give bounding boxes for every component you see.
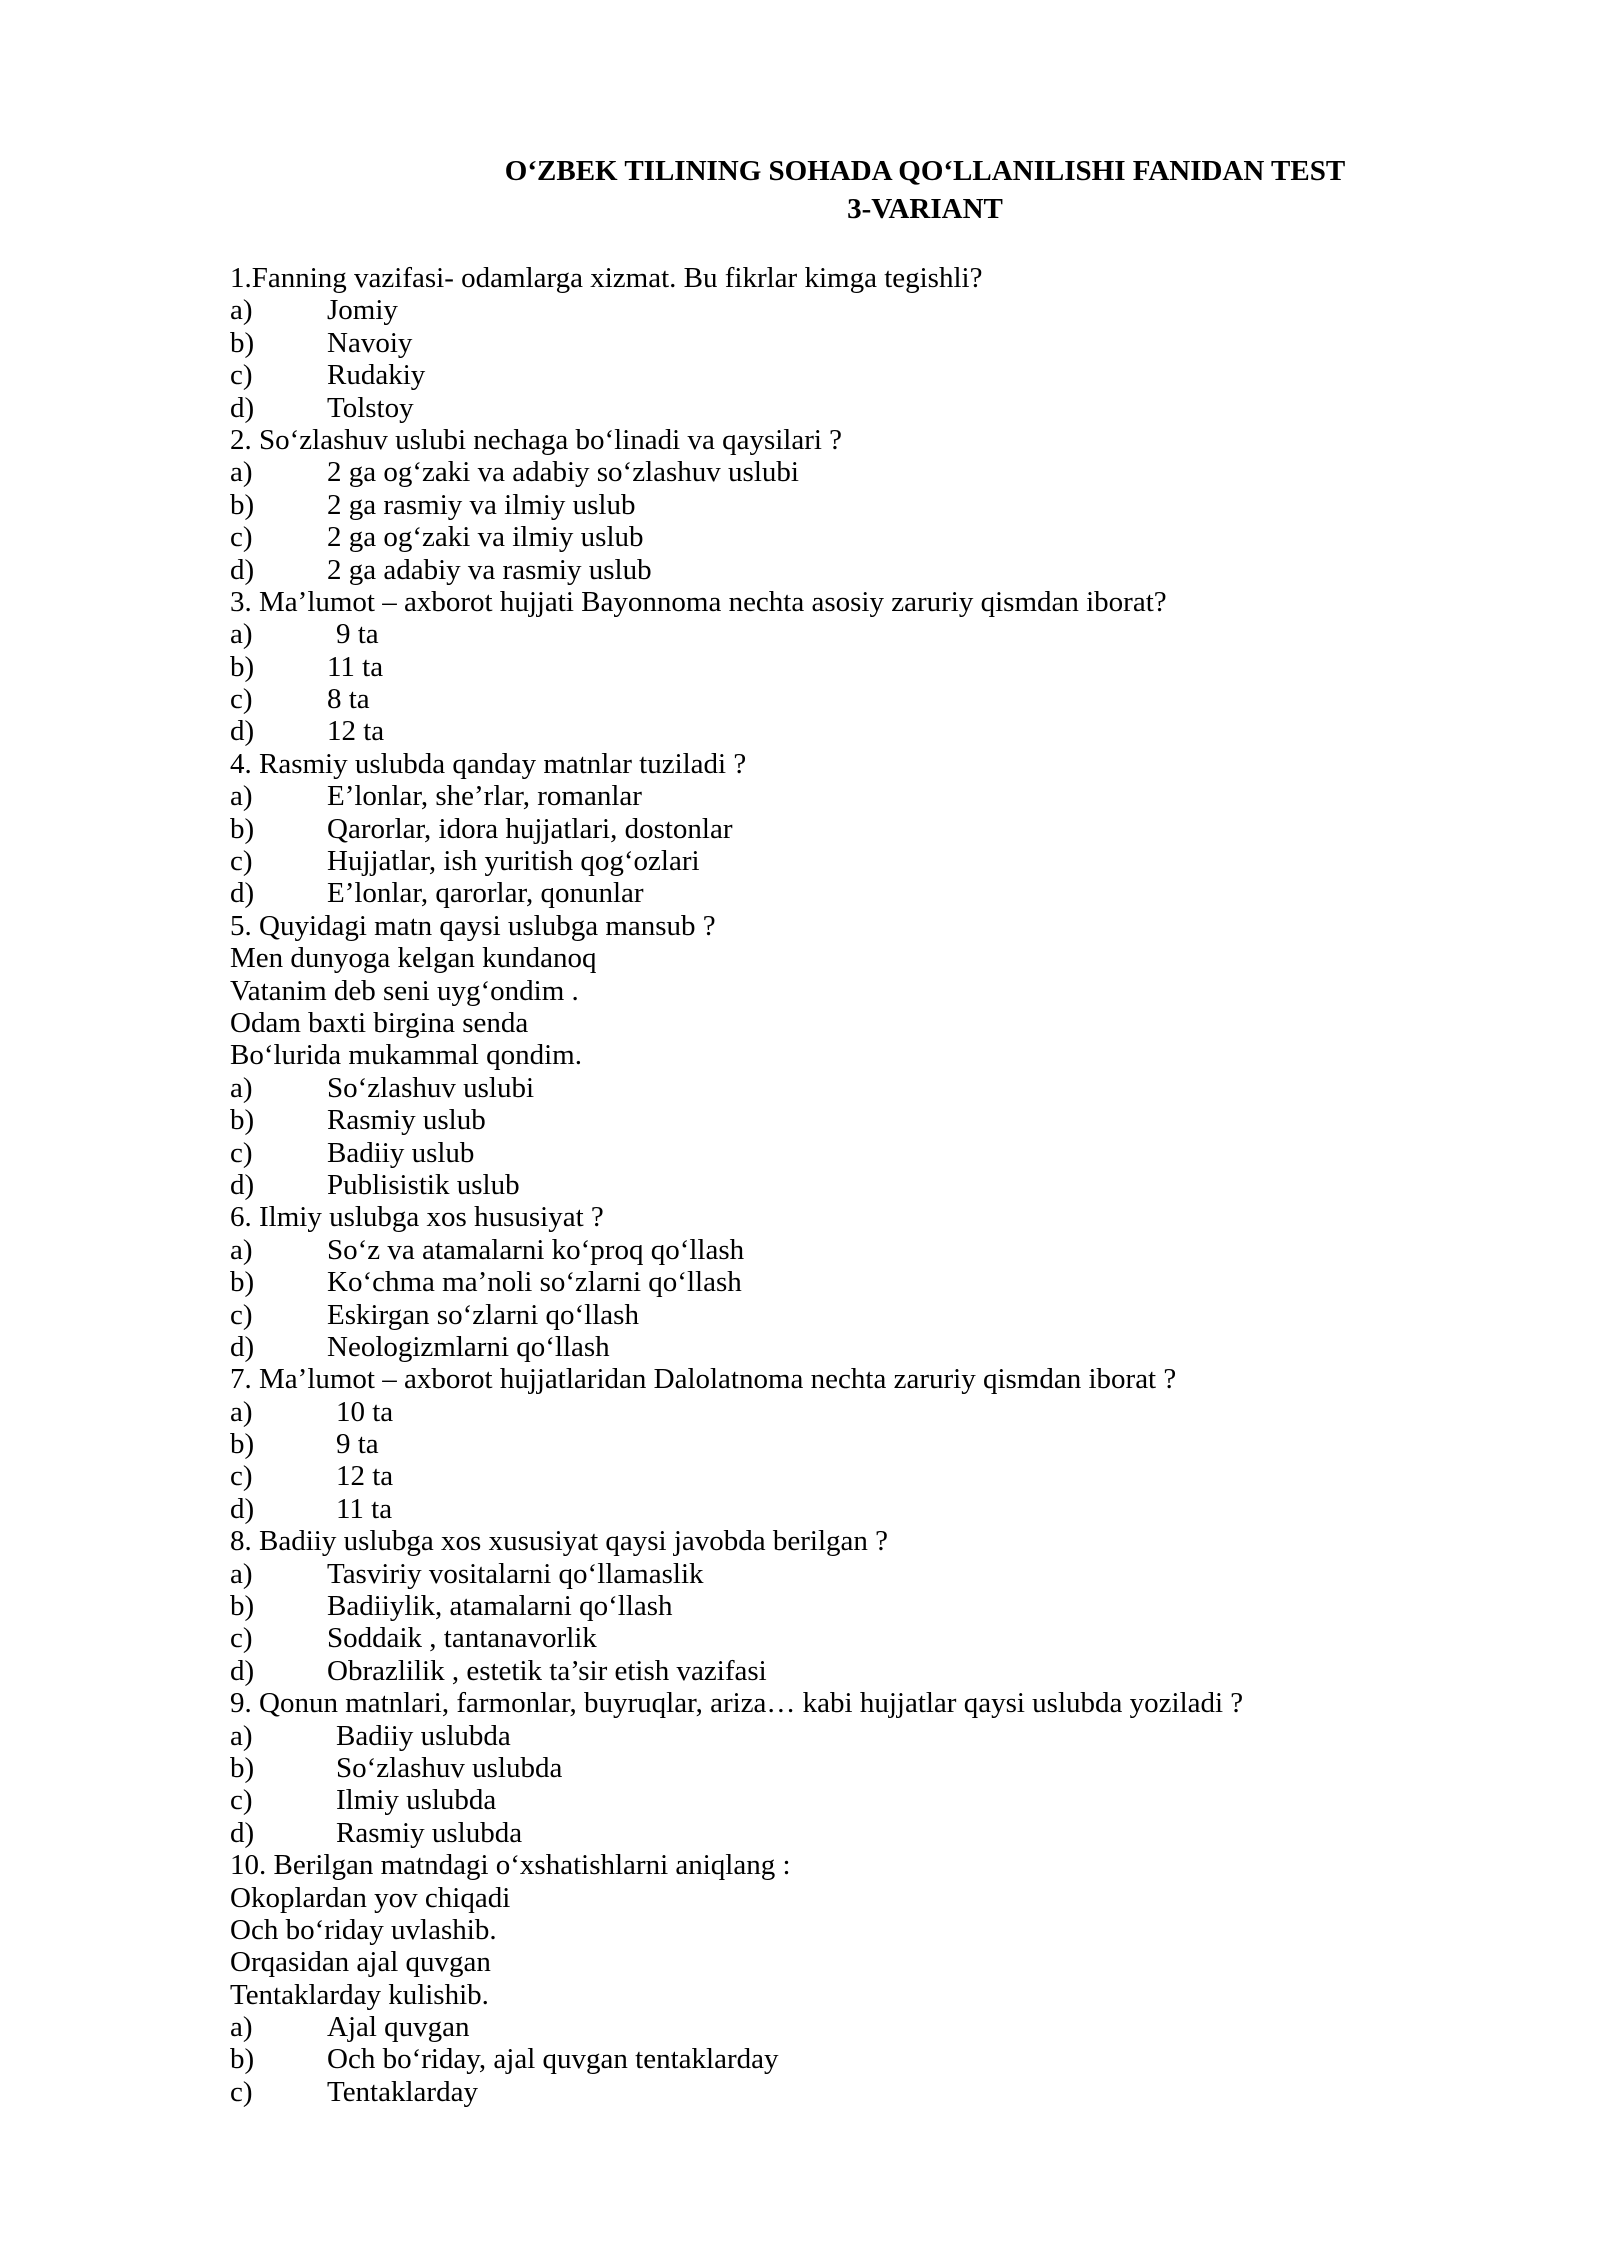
option-letter: d): [230, 1168, 255, 1201]
question-block: [230, 586, 1530, 748]
option-letter: a): [230, 1395, 253, 1428]
option-letter: c): [230, 521, 253, 554]
option-letter: d): [230, 877, 255, 910]
option-letter: b): [230, 650, 255, 683]
option-letter: c): [230, 1298, 253, 1331]
option-letter: a): [230, 618, 253, 651]
option-text: Jomiy: [327, 294, 398, 327]
option-text: 2 ga adabiy va rasmiy uslub: [327, 553, 652, 586]
option-text: Hujjatlar, ish yuritish qog‘ozlari: [327, 845, 700, 878]
answer-option: [230, 1331, 1530, 1363]
option-text: Badiiy uslubda: [336, 1719, 511, 1752]
poem-line: Men dunyoga kelgan kundanoq: [230, 942, 597, 975]
option-letter: d): [230, 1654, 255, 1687]
answer-option: [230, 327, 1530, 359]
question-block: [230, 262, 1530, 424]
option-letter: a): [230, 456, 253, 489]
option-text: 12 ta: [327, 715, 385, 748]
option-letter: b): [230, 1590, 255, 1623]
option-text: Qarorlar, idora hujjatlari, dostonlar: [327, 812, 733, 845]
option-text: 12 ta: [336, 1460, 394, 1493]
question-text: 10. Berilgan matndagi o‘xshatishlarni aniqlang :: [230, 1849, 791, 1882]
option-text: Eskirgan so‘zlarni qo‘llash: [327, 1298, 639, 1331]
answer-option: [230, 813, 1530, 845]
answer-option: [230, 1720, 1530, 1752]
answer-option: [230, 1784, 1530, 1816]
option-letter: a): [230, 1233, 253, 1266]
answer-option: [230, 1104, 1530, 1136]
option-letter: c): [230, 359, 253, 392]
answer-option: [230, 489, 1530, 521]
answer-option: [230, 1460, 1530, 1492]
question-block: [230, 1363, 1530, 1525]
option-text: So‘zlashuv uslubda: [336, 1751, 563, 1784]
answer-option: [230, 1266, 1530, 1298]
option-text: Publisistik uslub: [327, 1168, 520, 1201]
option-text: 2 ga rasmiy va ilmiy uslub: [327, 488, 636, 521]
option-letter: d): [230, 1330, 255, 1363]
option-text: So‘z va atamalarni ko‘proq qo‘llash: [327, 1233, 745, 1266]
option-letter: d): [230, 391, 255, 424]
poem-line: Bo‘lurida mukammal qondim.: [230, 1039, 582, 1072]
option-letter: b): [230, 1266, 255, 1299]
poem-line: Och bo‘riday uvlashib.: [230, 1913, 497, 1946]
answer-option: [230, 1137, 1530, 1169]
option-text: Tolstoy: [327, 391, 414, 424]
poem-line: Tentaklarday kulishib.: [230, 1978, 489, 2011]
option-letter: c): [230, 1460, 253, 1493]
option-letter: a): [230, 294, 253, 327]
option-text: Ko‘chma ma’noli so‘zlarni qo‘llash: [327, 1266, 742, 1299]
answer-option: [230, 392, 1530, 424]
option-letter: c): [230, 1136, 253, 1169]
option-letter: b): [230, 488, 255, 521]
answer-option: [230, 294, 1530, 326]
option-letter: c): [230, 1784, 253, 1817]
option-text: 2 ga og‘zaki va adabiy so‘zlashuv uslubi: [327, 456, 799, 489]
poem-line: Odam baxti birgina senda: [230, 1006, 529, 1039]
option-text: 10 ta: [336, 1395, 394, 1428]
option-letter: c): [230, 2075, 253, 2108]
answer-option: [230, 715, 1530, 747]
option-letter: b): [230, 2043, 255, 2076]
option-text: E’lonlar, she’rlar, romanlar: [327, 780, 642, 813]
option-text: Tasviriy vositalarni qo‘llamaslik: [327, 1557, 704, 1590]
question-text: 3. Ma’lumot – axborot hujjati Bayonnoma nechta asosiy zaruriy qismdan iborat?: [230, 585, 1167, 618]
answer-option: [230, 780, 1530, 812]
answer-option: [230, 1622, 1530, 1654]
answer-option: [230, 2043, 1530, 2075]
option-text: 9 ta: [336, 1428, 379, 1461]
answer-option: [230, 651, 1530, 683]
answer-option: [230, 683, 1530, 715]
test-questions: [230, 262, 1530, 2108]
answer-option: [230, 521, 1530, 553]
answer-option: [230, 2011, 1530, 2043]
option-letter: b): [230, 812, 255, 845]
answer-option: [230, 618, 1530, 650]
option-text: 8 ta: [327, 683, 370, 716]
option-text: 11 ta: [327, 650, 384, 683]
option-text: Och bo‘riday, ajal quvgan tentaklarday: [327, 2043, 779, 2076]
poem-line: Orqasidan ajal quvgan: [230, 1946, 491, 1979]
answer-option: [230, 1234, 1530, 1266]
answer-option: [230, 1299, 1530, 1331]
option-letter: d): [230, 1492, 255, 1525]
question-text: 9. Qonun matnlari, farmonlar, buyruqlar, ariza… kabi hujjatlar qaysi uslubda yoziladi ?: [230, 1687, 1244, 1720]
option-letter: b): [230, 1104, 255, 1137]
question-block: [230, 748, 1530, 910]
answer-option: [230, 1428, 1530, 1460]
option-text: Badiiylik, atamalarni qo‘llash: [327, 1590, 673, 1623]
option-text: Ajal quvgan: [327, 2011, 470, 2044]
option-letter: a): [230, 2011, 253, 2044]
question-block: [230, 910, 1530, 1202]
question-block: [230, 1687, 1530, 1849]
question-block: [230, 1201, 1530, 1363]
option-letter: a): [230, 1719, 253, 1752]
option-letter: a): [230, 780, 253, 813]
answer-option: [230, 1590, 1530, 1622]
option-letter: b): [230, 1428, 255, 1461]
document-title: O‘ZBEK TILINING SOHADA QO‘LLANILISHI FANIDAN TEST: [504, 155, 1346, 187]
option-letter: d): [230, 1816, 255, 1849]
option-text: Soddaik , tantanavorlik: [327, 1622, 597, 1655]
option-letter: a): [230, 1557, 253, 1590]
answer-option: [230, 359, 1530, 391]
option-letter: c): [230, 1622, 253, 1655]
option-text: Rudakiy: [327, 359, 426, 392]
option-text: So‘zlashuv uslubi: [327, 1071, 535, 1104]
answer-option: [230, 1655, 1530, 1687]
question-block: [230, 1849, 1530, 2108]
answer-option: [230, 845, 1530, 877]
answer-option: [230, 1493, 1530, 1525]
option-text: Ilmiy uslubda: [336, 1784, 497, 1817]
answer-option: [230, 877, 1530, 909]
answer-option: [230, 1558, 1530, 1590]
option-letter: c): [230, 845, 253, 878]
question-text: 4. Rasmiy uslubda qanday matnlar tuziladi ?: [230, 747, 747, 780]
option-text: 9 ta: [336, 618, 379, 651]
question-block: [230, 1525, 1530, 1687]
question-block: [230, 424, 1530, 586]
answer-option: [230, 1396, 1530, 1428]
option-letter: d): [230, 715, 255, 748]
option-letter: d): [230, 553, 255, 586]
answer-option: [230, 2076, 1530, 2108]
option-text: 2 ga og‘zaki va ilmiy uslub: [327, 521, 644, 554]
answer-option: [230, 456, 1530, 488]
option-text: Tentaklarday: [327, 2075, 478, 2108]
question-text: 6. Ilmiy uslubga xos hususiyat ?: [230, 1201, 604, 1234]
option-letter: b): [230, 326, 255, 359]
answer-option: [230, 1072, 1530, 1104]
option-letter: a): [230, 1071, 253, 1104]
option-text: Navoiy: [327, 326, 413, 359]
question-text: 7. Ma’lumot – axborot hujjatlaridan Dalolatnoma nechta zaruriy qismdan iborat ?: [230, 1363, 1177, 1396]
option-text: 11 ta: [336, 1492, 393, 1525]
option-text: Neologizmlarni qo‘llash: [327, 1330, 610, 1363]
poem-line: Vatanim deb seni uyg‘ondim .: [230, 974, 579, 1007]
option-letter: b): [230, 1751, 255, 1784]
answer-option: [230, 1169, 1530, 1201]
option-letter: c): [230, 683, 253, 716]
question-text: 1.Fanning vazifasi- odamlarga xizmat. Bu fikrlar kimga tegishli?: [230, 262, 983, 294]
option-text: Rasmiy uslubda: [336, 1816, 523, 1849]
answer-option: [230, 1817, 1530, 1849]
answer-option: [230, 554, 1530, 586]
option-text: Badiiy uslub: [327, 1136, 475, 1169]
option-text: Obrazlilik , estetik ta’sir etish vazifasi: [327, 1654, 767, 1687]
option-text: Rasmiy uslub: [327, 1104, 486, 1137]
question-text: 2. So‘zlashuv uslubi nechaga bo‘linadi va qaysilari ?: [230, 423, 843, 456]
question-text: 5. Quyidagi matn qaysi uslubga mansub ?: [230, 909, 716, 942]
question-text: 8. Badiiy uslubga xos xususiyat qaysi javobda berilgan ?: [230, 1525, 889, 1558]
option-text: E’lonlar, qarorlar, qonunlar: [327, 877, 644, 910]
poem-line: Okoplardan yov chiqadi: [230, 1881, 511, 1914]
variant-label: 3-VARIANT: [847, 193, 1003, 225]
answer-option: [230, 1752, 1530, 1784]
document-header: [0, 152, 1600, 228]
